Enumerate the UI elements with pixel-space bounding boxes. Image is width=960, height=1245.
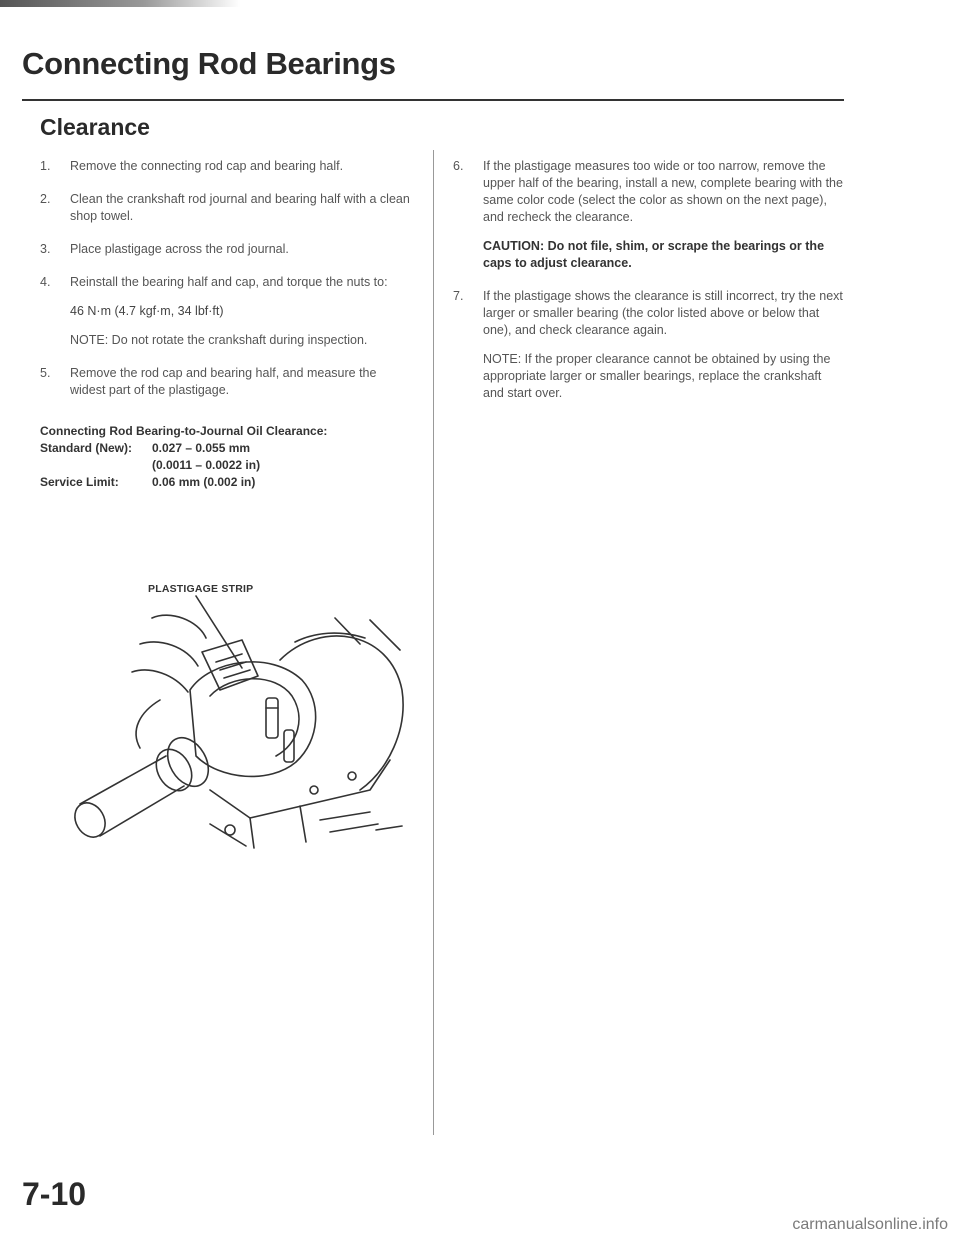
torque-spec: 46 N·m (4.7 kgf·m, 34 lbf·ft)	[70, 304, 224, 318]
standard-value: 0.027 – 0.055 mm	[152, 441, 251, 455]
step-number: 5.	[40, 366, 51, 380]
watermark: carmanualsonline.info	[792, 1216, 948, 1233]
step-2	[40, 191, 412, 225]
step-number: 7.	[453, 289, 464, 303]
plastigage-strip-callout: PLASTIGAGE STRIP	[148, 583, 254, 595]
service-limit-label: Service Limit:	[40, 475, 119, 489]
step-text: Place plastigage across the rod journal.	[70, 242, 289, 256]
step-text: Reinstall the bearing half and cap, and torque the nuts to:	[70, 275, 388, 289]
step-number: 3.	[40, 242, 51, 256]
crankshaft-illustration	[70, 580, 410, 860]
clearance-heading: Connecting Rod Bearing-to-Journal Oil Clearance:	[40, 424, 328, 438]
step-text: Remove the connecting rod cap and bearing half.	[70, 159, 344, 173]
step-text: Clean the crankshaft rod journal and bearing half with a clean shop towel.	[70, 192, 410, 223]
step-6	[453, 158, 845, 272]
service-limit-value: 0.06 mm (0.002 in)	[152, 475, 256, 489]
step-number: 2.	[40, 192, 51, 206]
left-column	[40, 158, 412, 491]
step-number: 4.	[40, 275, 51, 289]
standard-value-inches: (0.0011 – 0.0022 in)	[152, 458, 261, 472]
standard-label: Standard (New):	[40, 441, 133, 455]
step-text: If the plastigage measures too wide or too narrow, remove the upper half of the bearing, install a new, complete bearing with the same color code (select the color as shown on the next page), and recheck the clearance.	[483, 159, 843, 224]
right-column	[453, 158, 845, 418]
caution-text: CAUTION: Do not file, shim, or scrape the bearings or the caps to adjust clearance.	[483, 239, 825, 270]
step-note: NOTE: If the proper clearance cannot be obtained by using the appropriate larger or smaller bearings, replace the crankshaft and start over.	[483, 352, 831, 400]
column-divider	[433, 150, 434, 1135]
page-title: Connecting Rod Bearings	[22, 46, 396, 81]
step-7	[453, 288, 845, 402]
section-subtitle: Clearance	[40, 114, 150, 140]
step-3	[40, 241, 412, 258]
step-text: If the plastigage shows the clearance is still incorrect, try the next larger or smaller bearing (the color listed above or below that one), and check clearance again.	[483, 289, 843, 337]
step-5	[40, 365, 412, 399]
page-number: 7-10	[22, 1176, 87, 1212]
step-number: 6.	[453, 159, 464, 173]
header-accent-bar	[0, 0, 240, 7]
clearance-spec-block	[40, 423, 412, 491]
step-text: Remove the rod cap and bearing half, and measure the widest part of the plastigage.	[70, 366, 377, 397]
step-4	[40, 274, 412, 349]
step-1	[40, 158, 412, 175]
step-number: 1.	[40, 159, 51, 173]
step-note: NOTE: Do not rotate the crankshaft during inspection.	[70, 333, 368, 347]
title-rule	[22, 99, 844, 101]
